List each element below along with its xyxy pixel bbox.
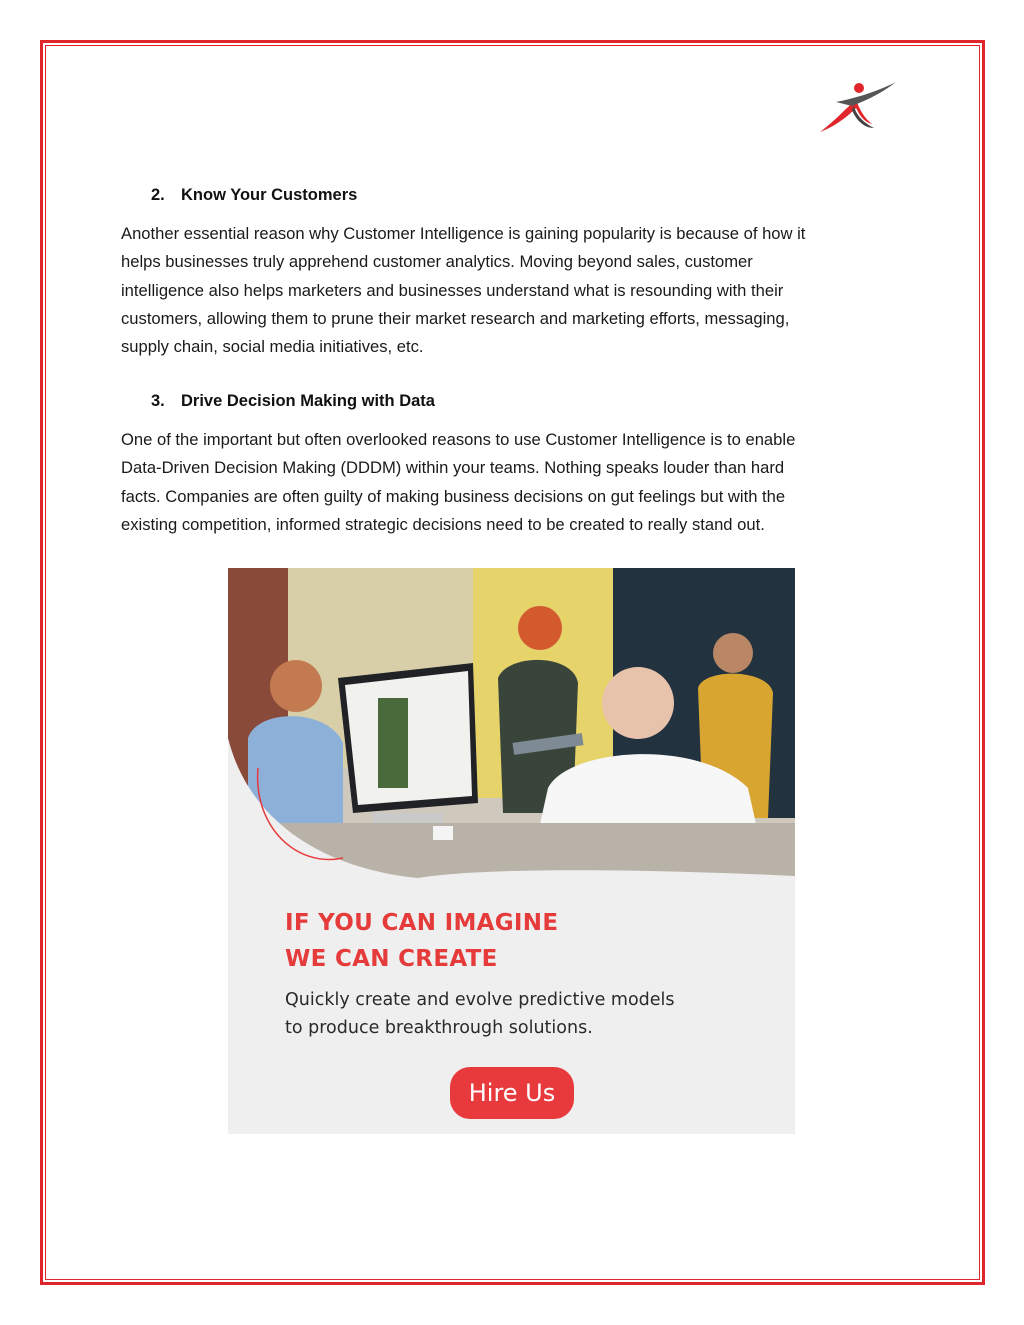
section-number: 3. [151,392,165,410]
text-line: customers, allowing them to prune their market research and marketing efforts, messaging, [121,308,790,328]
section-number: 2. [151,186,165,204]
text-line: intelligence also helps marketers and businesses understand what is resounding with their [121,280,784,300]
text-line: existing competition, informed strategic decisions need to be created to really stand out. [121,514,765,534]
ad-headline-line: WE CAN CREATE [285,946,498,972]
text-line: supply chain, social media initiatives, etc. [121,337,424,357]
ad-headline [285,905,558,977]
section-heading-drive-decision-making [151,392,435,411]
text-line: Data-Driven Decision Making (DDDM) within your teams. Nothing speaks louder than hard [121,458,785,478]
paragraph-know-your-customers [121,220,901,361]
company-logo [816,80,898,136]
section-title: Drive Decision Making with Data [181,392,435,410]
section-heading-know-your-customers [151,186,357,205]
ad-subtext-line: to produce breakthrough solutions. [285,1018,593,1038]
section-title: Know Your Customers [181,186,358,204]
paragraph-drive-decision-making [121,426,901,539]
office-team-photo [228,568,795,878]
text-line: facts. Companies are often guilty of making business decisions on gut feelings but with the [121,486,786,506]
text-line: Another essential reason why Customer Intelligence is gaining popularity is because of how it [121,224,806,243]
ad-headline-line: IF YOU CAN IMAGINE [285,910,559,936]
hire-us-ad-banner [228,568,795,1134]
text-line: helps businesses truly apprehend customer analytics. Moving beyond sales, customer [121,252,753,272]
hire-us-button[interactable]: Hire Us [450,1067,574,1119]
ad-subtext-line: Quickly create and evolve predictive models [285,990,675,1010]
ad-subtext [285,986,675,1042]
text-line: One of the important but often overlooked reasons to use Customer Intelligence is to enable [121,430,796,449]
